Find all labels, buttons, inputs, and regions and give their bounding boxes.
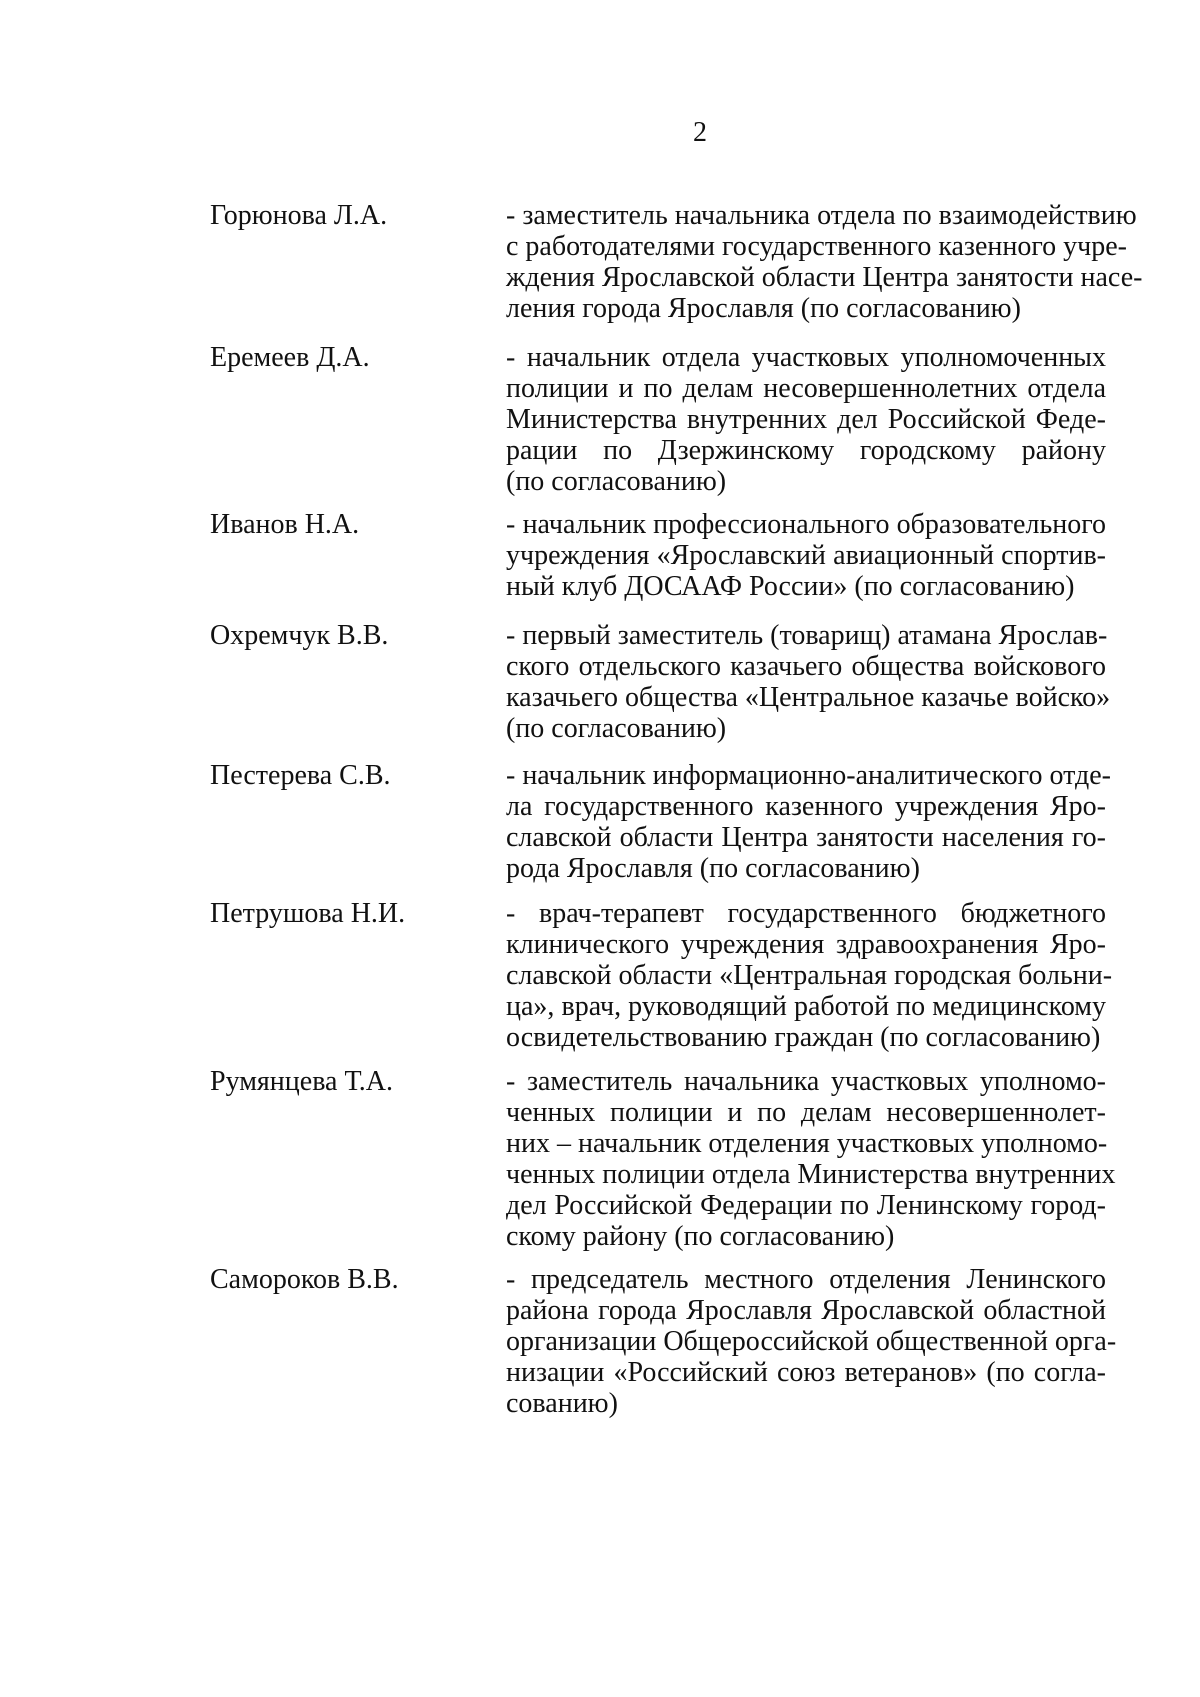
- member-name: Горюнова Л.А.: [210, 200, 388, 231]
- description-line: организации Общероссийской общественной орга-: [506, 1326, 1117, 1357]
- description-line: ный клуб ДОСААФ России» (по согласованию): [506, 571, 1075, 602]
- description-line: клинического учреждения здравоохранения Яро-: [506, 929, 1106, 960]
- description-line: ждения Ярославской области Центра занятости насе-: [506, 262, 1143, 293]
- description-line: казачьего общества «Центральное казачье войско»: [506, 682, 1111, 713]
- description-line: скому району (по согласованию): [506, 1221, 895, 1252]
- description-line: ченных полиции отдела Министерства внутренних: [506, 1159, 1116, 1190]
- description-line: ского отдельского казачьего общества войскового: [506, 651, 1106, 682]
- member-description: [506, 1264, 1117, 1419]
- description-line: ла государственного казенного учреждения Яро-: [506, 791, 1106, 822]
- description-line: рода Ярославля (по согласованию): [506, 853, 920, 884]
- description-line: - начальник профессионального образовательного: [506, 509, 1106, 540]
- member-description: [506, 620, 1111, 744]
- description-line: с работодателями государственного казенного учре-: [506, 231, 1128, 262]
- description-line: - заместитель начальника участковых уполномо-: [506, 1066, 1106, 1097]
- description-line: освидетельствованию граждан (по согласованию): [506, 1022, 1101, 1053]
- description-line: - заместитель начальника отдела по взаимодействию: [506, 200, 1137, 231]
- description-line: ченных полиции и по делам несовершеннолет-: [506, 1097, 1106, 1128]
- member-name: Охремчук В.В.: [210, 620, 389, 651]
- member-name: Пестерева С.В.: [210, 760, 391, 791]
- member-description: [506, 898, 1113, 1053]
- description-line: - первый заместитель (товарищ) атамана Ярослав-: [506, 620, 1108, 651]
- description-line: дел Российской Федерации по Ленинскому город-: [506, 1190, 1106, 1221]
- description-line: (по согласованию): [506, 713, 727, 744]
- description-line: Министерства внутренних дел Российской Феде-: [506, 404, 1106, 435]
- member-name: Иванов Н.А.: [210, 509, 360, 540]
- description-line: низации «Российский союз ветеранов» (по согла-: [506, 1357, 1106, 1388]
- description-line: рации по Дзержинскому городскому району: [506, 435, 1106, 466]
- description-line: - врач-терапевт государственного бюджетного: [506, 898, 1106, 929]
- description-line: славской области Центра занятости населения го-: [506, 822, 1106, 853]
- member-description: [506, 1066, 1116, 1252]
- description-line: - начальник информационно-аналитического отде-: [506, 760, 1111, 791]
- member-name: Еремеев Д.А.: [210, 342, 370, 373]
- description-line: учреждения «Ярославский авиационный спортив-: [506, 540, 1106, 571]
- description-line: полиции и по делам несовершеннолетних отдела: [506, 373, 1106, 404]
- page-number: 2: [693, 117, 707, 148]
- description-line: сованию): [506, 1388, 618, 1419]
- description-line: - начальник отдела участковых уполномоченных: [506, 342, 1106, 373]
- description-line: (по согласованию): [506, 466, 727, 497]
- description-line: них – начальник отделения участковых уполномо-: [506, 1128, 1108, 1159]
- description-line: района города Ярославля Ярославской областной: [506, 1295, 1106, 1326]
- description-line: - председатель местного отделения Ленинского: [506, 1264, 1106, 1295]
- member-description: [506, 760, 1111, 884]
- member-name: Румянцева Т.А.: [210, 1066, 393, 1097]
- description-line: славской области «Центральная городская больни-: [506, 960, 1113, 991]
- member-name: Самороков В.В.: [210, 1264, 399, 1295]
- member-description: [506, 509, 1106, 602]
- member-description: [506, 342, 1106, 497]
- member-description: [506, 200, 1143, 324]
- description-line: ления города Ярославля (по согласованию): [506, 293, 1021, 324]
- description-line: ца», врач, руководящий работой по медицинскому: [506, 991, 1106, 1022]
- member-name: Петрушова Н.И.: [210, 898, 406, 929]
